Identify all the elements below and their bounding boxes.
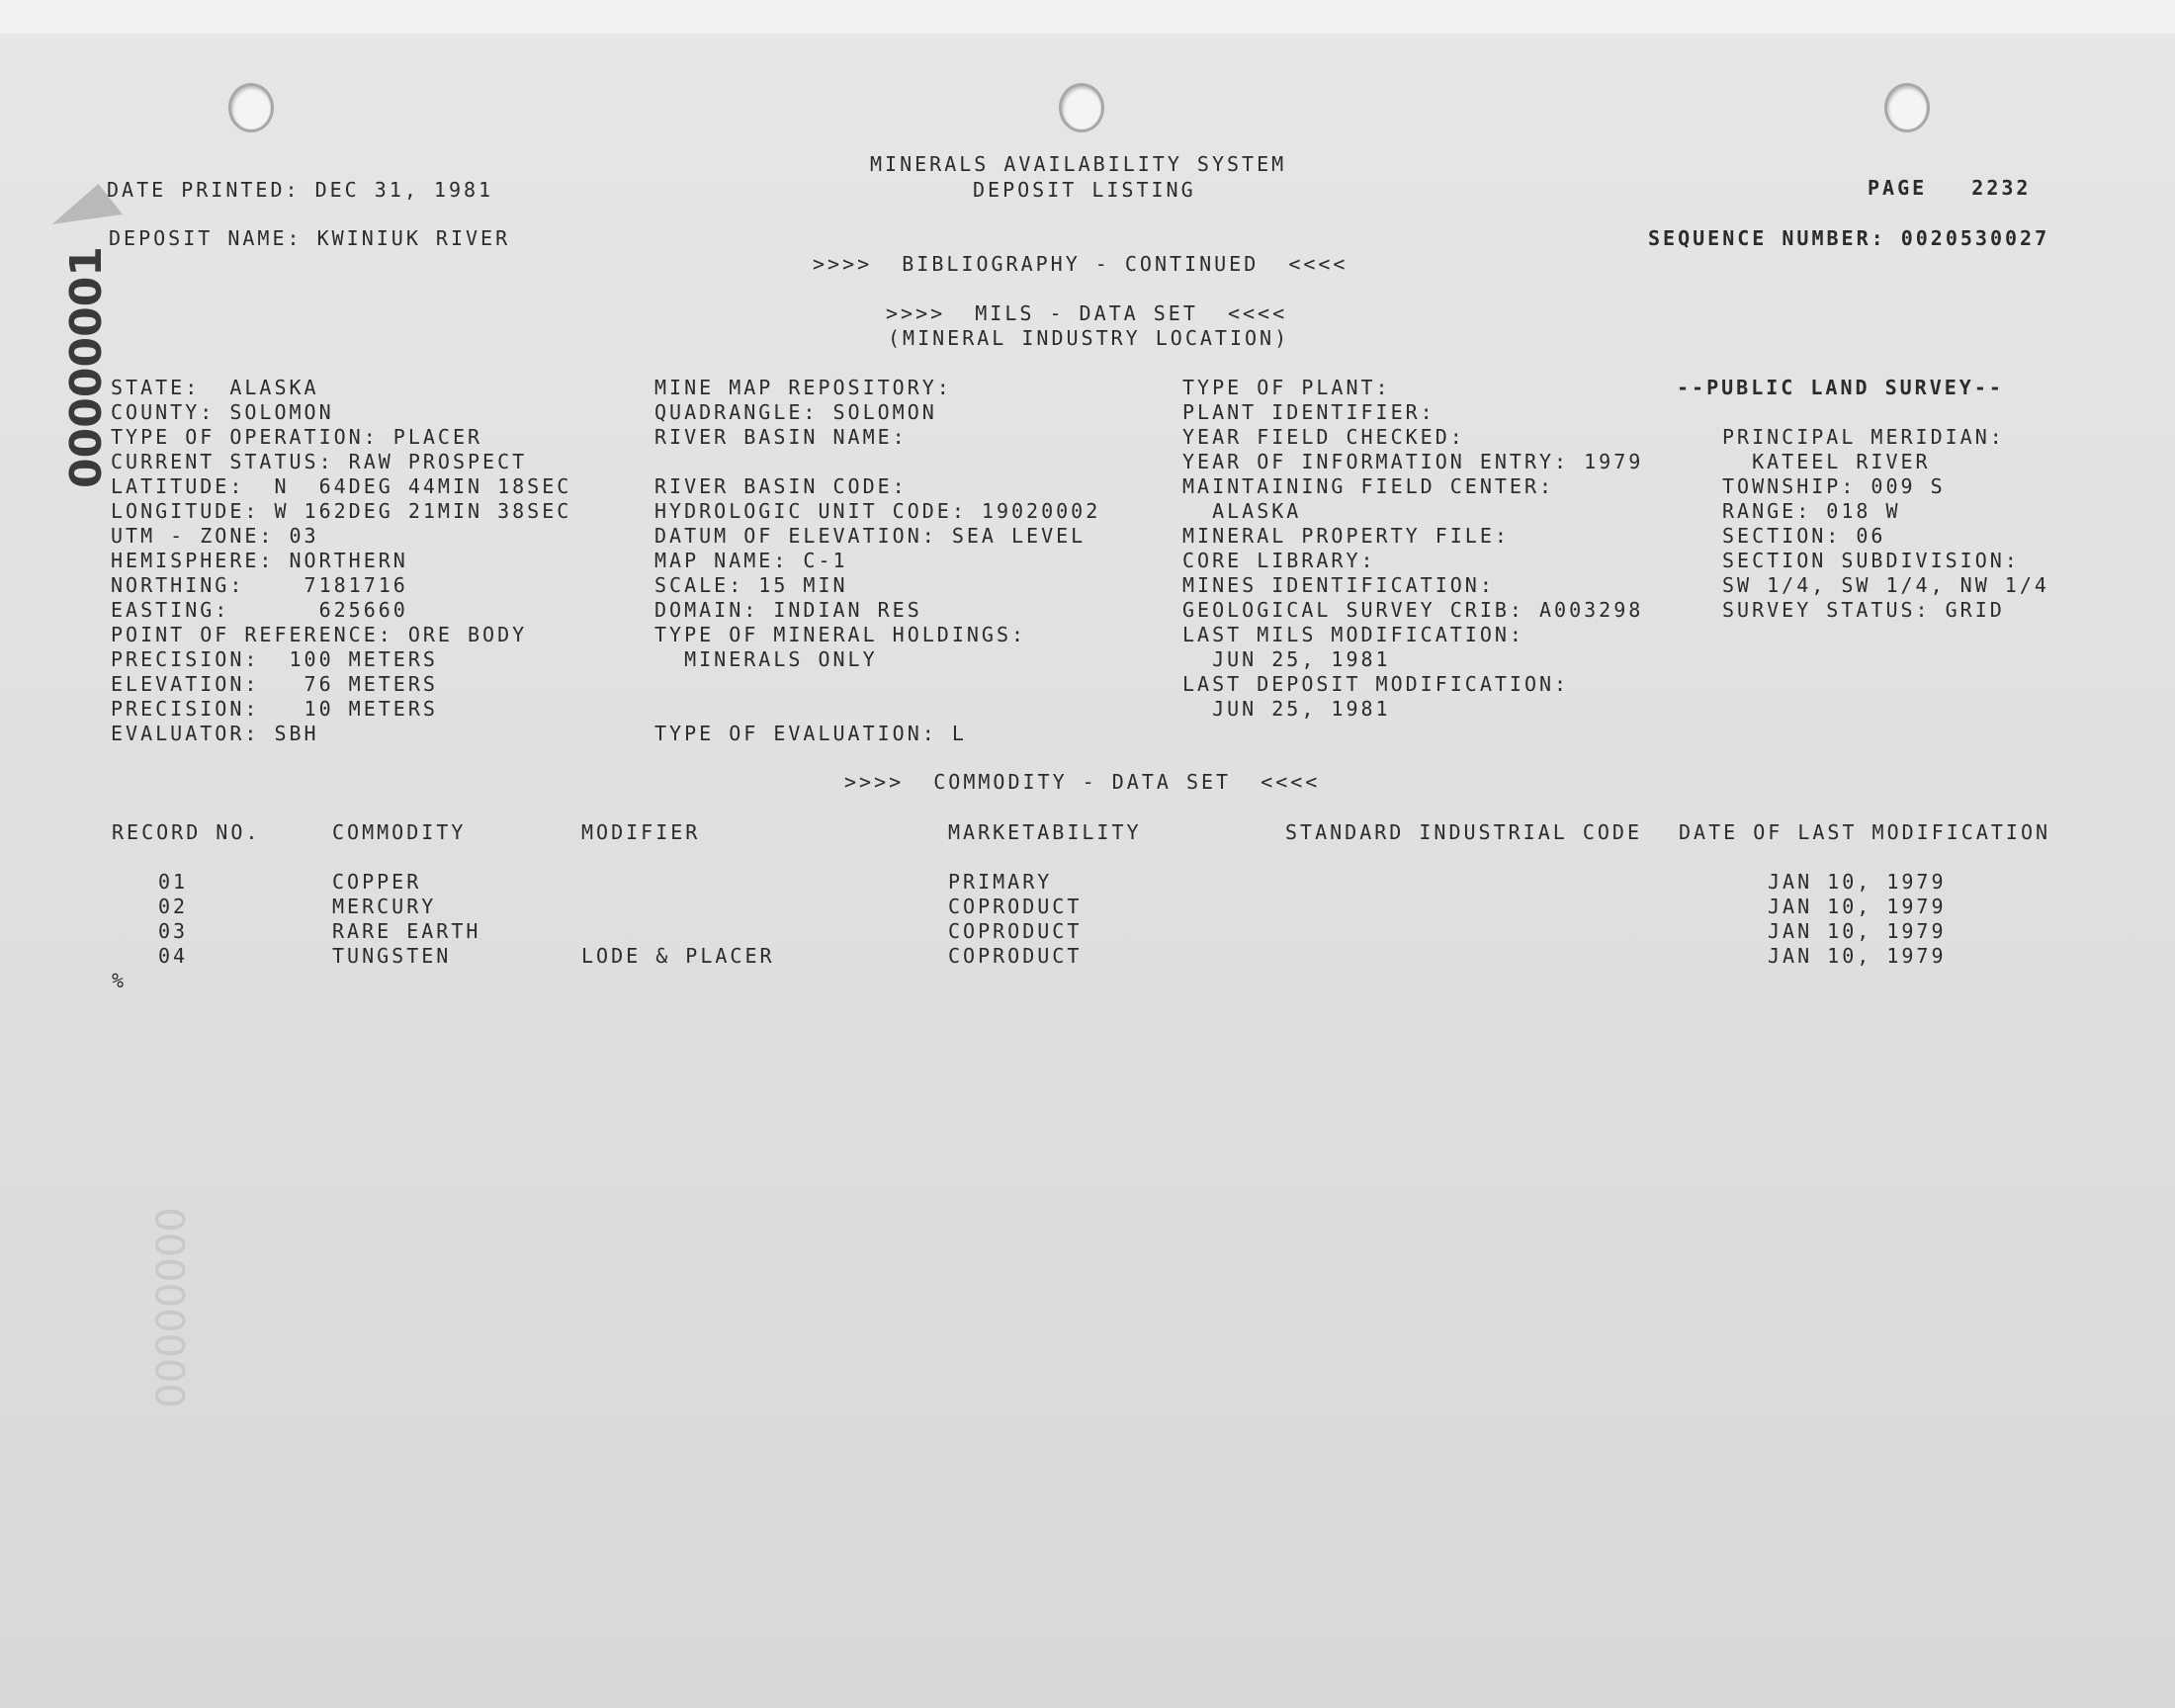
deposit-name: DEPOSIT NAME: KWINIUK RIVER <box>109 226 511 250</box>
row-modifier <box>581 870 596 895</box>
field-line: STATE: ALASKA <box>111 376 319 399</box>
field-line <box>654 672 1100 697</box>
sequence-number: SEQUENCE NUMBER: 0020530027 <box>1648 226 2050 250</box>
field-line: GEOLOGICAL SURVEY CRIB: A003298 <box>1182 598 1644 622</box>
field-line: LONGITUDE: W 162DEG 21MIN 38SEC <box>111 499 572 523</box>
field-line <box>654 450 1100 474</box>
bibliography-heading: >>>> BIBLIOGRAPHY - CONTINUED <<<< <box>813 252 1348 276</box>
field-line: JUN 25, 1981 <box>1182 647 1391 671</box>
row-date: JAN 10, 1979 <box>1768 919 1947 943</box>
field-line: NORTHING: 7181716 <box>111 573 408 597</box>
field-line: MINERALS ONLY <box>654 647 878 671</box>
field-line: SCALE: 15 MIN <box>654 573 848 597</box>
field-line: TOWNSHIP: 009 S <box>1722 474 1946 498</box>
page-number: PAGE 2232 <box>1868 176 2032 200</box>
row-commodity: MERCURY <box>332 895 437 918</box>
field-line: EVALUATOR: SBH <box>111 722 319 745</box>
system-title: MINERALS AVAILABILITY SYSTEM <box>870 152 1287 176</box>
field-line: EASTING: 625660 <box>111 598 408 622</box>
field-line <box>654 697 1100 722</box>
field-line: UTM - ZONE: 03 <box>111 524 319 548</box>
field-line: ELEVATION: 76 METERS <box>111 672 438 696</box>
field-line: TYPE OF OPERATION: PLACER <box>111 425 483 449</box>
microfilm-stamp-faint: 00000000 <box>148 1207 195 1409</box>
row-date: JAN 10, 1979 <box>1768 870 1947 894</box>
field-line: SECTION SUBDIVISION: <box>1722 549 2020 572</box>
col-header-commodity: COMMODITY <box>332 820 467 844</box>
col-header-modifier: MODIFIER <box>581 820 701 844</box>
location-column-2 <box>654 376 1100 746</box>
row-record: 04 <box>158 944 189 968</box>
row-marketability: COPRODUCT <box>948 919 1083 943</box>
field-line: MINE MAP REPOSITORY: <box>654 376 952 399</box>
field-line: KATEEL RIVER <box>1722 450 1931 473</box>
field-line: DATUM OF ELEVATION: SEA LEVEL <box>654 524 1087 548</box>
field-line: RANGE: 018 W <box>1722 499 1901 523</box>
field-line: PRECISION: 10 METERS <box>111 697 438 721</box>
location-column-3 <box>1182 376 1643 722</box>
col-header-marketability: MARKETABILITY <box>948 820 1142 844</box>
field-line: DOMAIN: INDIAN RES <box>654 598 922 622</box>
field-line: CORE LIBRARY: <box>1182 549 1376 572</box>
field-line: JUN 25, 1981 <box>1182 697 1391 721</box>
row-modifier <box>581 919 596 944</box>
row-modifier: LODE & PLACER <box>581 944 775 968</box>
field-line: PRINCIPAL MERIDIAN: <box>1722 425 2005 449</box>
row-record: 03 <box>158 919 189 943</box>
mils-heading: >>>> MILS - DATA SET <<<< <box>886 301 1288 325</box>
field-line: SW 1/4, SW 1/4, NW 1/4 <box>1722 573 2049 597</box>
location-column-1 <box>111 376 571 746</box>
row-marketability: COPRODUCT <box>948 944 1083 968</box>
punch-hole-left <box>228 83 274 132</box>
punch-hole-center <box>1059 83 1104 132</box>
punch-hole-right <box>1884 83 1930 132</box>
field-line: TYPE OF PLANT: <box>1182 376 1391 399</box>
public-land-survey-column <box>1677 376 2049 623</box>
field-line: HEMISPHERE: NORTHERN <box>111 549 408 572</box>
col-header-sic: STANDARD INDUSTRIAL CODE <box>1285 820 1642 844</box>
field-line: HYDROLOGIC UNIT CODE: 19020002 <box>654 499 1101 523</box>
system-subtitle: DEPOSIT LISTING <box>973 178 1196 202</box>
field-line: PRECISION: 100 METERS <box>111 647 438 671</box>
field-line: SECTION: 06 <box>1722 524 1886 548</box>
commodity-heading: >>>> COMMODITY - DATA SET <<<< <box>844 770 1321 794</box>
end-marker: % <box>112 969 128 992</box>
field-line: QUADRANGLE: SOLOMON <box>654 400 937 424</box>
field-line: TYPE OF MINERAL HOLDINGS: <box>654 623 1027 646</box>
field-line: MINES IDENTIFICATION: <box>1182 573 1495 597</box>
mils-subheading: (MINERAL INDUSTRY LOCATION) <box>888 326 1290 350</box>
field-line: RIVER BASIN CODE: <box>654 474 908 498</box>
field-line: PLANT IDENTIFIER: <box>1182 400 1436 424</box>
survey-heading: --PUBLIC LAND SURVEY-- <box>1677 376 2004 399</box>
field-line: TYPE OF EVALUATION: L <box>654 722 967 745</box>
row-date: JAN 10, 1979 <box>1768 895 1947 918</box>
field-line: YEAR FIELD CHECKED: <box>1182 425 1465 449</box>
field-line <box>1677 400 2049 425</box>
col-header-date: DATE OF LAST MODIFICATION <box>1679 820 2051 844</box>
field-line: MAINTAINING FIELD CENTER: <box>1182 474 1555 498</box>
row-commodity: COPPER <box>332 870 422 894</box>
field-line: SURVEY STATUS: GRID <box>1722 598 2005 622</box>
scan-top-strip <box>0 0 2175 34</box>
date-printed: DATE PRINTED: DEC 31, 1981 <box>107 178 494 202</box>
row-date: JAN 10, 1979 <box>1768 944 1947 968</box>
field-line: YEAR OF INFORMATION ENTRY: 1979 <box>1182 450 1644 473</box>
field-line: LATITUDE: N 64DEG 44MIN 18SEC <box>111 474 572 498</box>
field-line: MINERAL PROPERTY FILE: <box>1182 524 1510 548</box>
field-line: MAP NAME: C-1 <box>654 549 848 572</box>
row-commodity: RARE EARTH <box>332 919 481 943</box>
col-header-record: RECORD NO. <box>112 820 261 844</box>
row-modifier <box>581 895 596 919</box>
row-record: 02 <box>158 895 189 918</box>
row-marketability: PRIMARY <box>948 870 1053 894</box>
field-line: POINT OF REFERENCE: ORE BODY <box>111 623 528 646</box>
row-record: 01 <box>158 870 189 894</box>
field-line: ALASKA <box>1182 499 1302 523</box>
field-line: LAST MILS MODIFICATION: <box>1182 623 1524 646</box>
field-line: CURRENT STATUS: RAW PROSPECT <box>111 450 528 473</box>
row-marketability: COPRODUCT <box>948 895 1083 918</box>
field-line: LAST DEPOSIT MODIFICATION: <box>1182 672 1570 696</box>
field-line: COUNTY: SOLOMON <box>111 400 334 424</box>
row-commodity: TUNGSTEN <box>332 944 452 968</box>
field-line: RIVER BASIN NAME: <box>654 425 908 449</box>
microfilm-stamp-number: 00000001 <box>61 246 112 488</box>
